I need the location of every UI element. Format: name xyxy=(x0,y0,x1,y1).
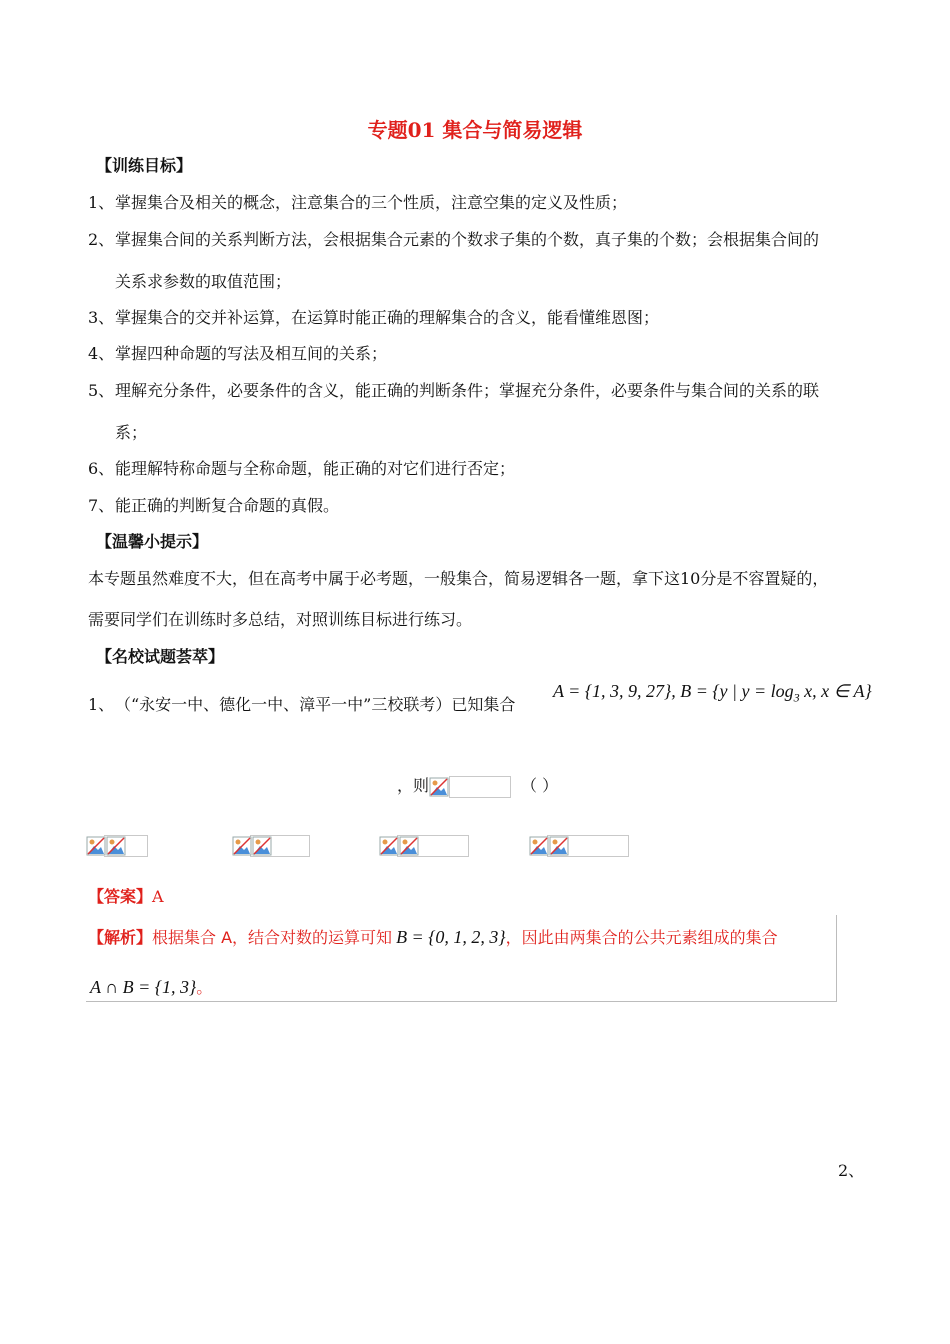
analysis-formula-2: A ∩ B = {1, 3} xyxy=(90,977,197,997)
goal-text: 掌握四种命题的写法及相互间的关系； xyxy=(115,344,388,363)
answer-parentheses: （ ） xyxy=(521,776,559,795)
broken-image-icon xyxy=(86,836,106,856)
goal-item-5-continued: 系； xyxy=(115,423,148,442)
section-heading-goals: 【训练目标】 xyxy=(96,156,193,175)
tip-line-2: 需要同学们在训练时多总结，对照训练目标进行练习。 xyxy=(88,610,473,629)
question-formula: A = {1, 3, 9, 27}, B = {y | $y = \log_3 x$, x ∈ A} xyxy=(553,681,872,705)
goal-item-4 xyxy=(88,341,387,364)
formula-image-placeholder xyxy=(449,776,511,798)
question-number: 1、 xyxy=(88,695,115,714)
goal-text: 掌握集合间的关系判断方法，会根据集合元素的个数求子集的个数，真子集的个数；会根据集合间的 xyxy=(115,230,820,249)
broken-image-icon xyxy=(529,836,549,856)
goal-number: 4、 xyxy=(88,344,115,363)
goal-number: 2、 xyxy=(88,230,115,249)
broken-image-icon xyxy=(399,836,419,856)
goal-item-7 xyxy=(88,493,339,516)
goal-number: 5、 xyxy=(88,381,115,400)
analysis-formula: B = {0, 1, 2, 3} xyxy=(396,927,506,947)
broken-image-icon xyxy=(429,777,449,797)
option-a[interactable] xyxy=(86,835,148,857)
goal-number: 1、 xyxy=(88,193,115,212)
page-title: 专题01 集合与简易逻辑 xyxy=(367,118,583,142)
answer-line xyxy=(88,884,164,907)
broken-image-icon xyxy=(549,836,569,856)
option-b[interactable] xyxy=(232,835,310,857)
tip-line-1: 本专题虽然难度不大，但在高考中属于必考题，一般集合，简易逻辑各一题，拿下这10分是不容置疑的， xyxy=(88,569,829,588)
goal-text: 理解充分条件，必要条件的含义，能正确的判断条件；掌握充分条件，必要条件与集合间的关系的联 xyxy=(115,381,820,400)
broken-image-icon xyxy=(106,836,126,856)
broken-image-icon xyxy=(232,836,252,856)
analysis-end: 。 xyxy=(196,978,213,997)
analysis-label: 【解析】 xyxy=(88,928,153,947)
answer-value: A xyxy=(152,887,164,906)
analysis-text-2: ，因此由两集合的公共元素组成的集合 xyxy=(505,928,778,947)
question-1 xyxy=(88,692,515,715)
broken-image-icon xyxy=(379,836,399,856)
goal-number: 7、 xyxy=(88,496,115,515)
question-then-line xyxy=(397,773,558,798)
answer-label: 【答案】 xyxy=(88,887,153,906)
analysis-text: 根据集合 A，结合对数的运算可知 xyxy=(152,928,393,947)
goal-item-5 xyxy=(88,378,819,401)
goal-item-1 xyxy=(88,190,627,213)
goal-text: 能理解特称命题与全称命题，能正确的对它们进行否定； xyxy=(115,459,516,478)
option-c[interactable] xyxy=(379,835,469,857)
goal-item-2 xyxy=(88,227,819,250)
question-text: （“永安一中、德化一中、漳平一中”三校联考）已知集合 xyxy=(115,695,516,714)
broken-image-icon xyxy=(252,836,272,856)
option-d[interactable] xyxy=(529,835,629,857)
goal-text: 能正确的判断复合命题的真假。 xyxy=(115,496,340,515)
goal-text: 掌握集合及相关的概念，注意集合的三个性质，注意空集的定义及性质； xyxy=(115,193,628,212)
page-number: 2、 xyxy=(838,1161,865,1180)
analysis-line-2 xyxy=(90,975,212,998)
section-heading-selected: 【名校试题荟萃】 xyxy=(96,647,225,666)
goal-item-3 xyxy=(88,305,659,328)
goal-item-2-continued: 关系求参数的取值范围； xyxy=(115,272,292,291)
goal-text: 掌握集合的交并补运算，在运算时能正确的理解集合的含义，能看懂维恩图； xyxy=(115,308,660,327)
analysis-line-1 xyxy=(88,925,778,948)
goal-number: 6、 xyxy=(88,459,115,478)
section-heading-tips: 【温馨小提示】 xyxy=(96,532,209,551)
goal-item-6 xyxy=(88,456,515,479)
goal-number: 3、 xyxy=(88,308,115,327)
then-text: ，则 xyxy=(397,776,430,795)
